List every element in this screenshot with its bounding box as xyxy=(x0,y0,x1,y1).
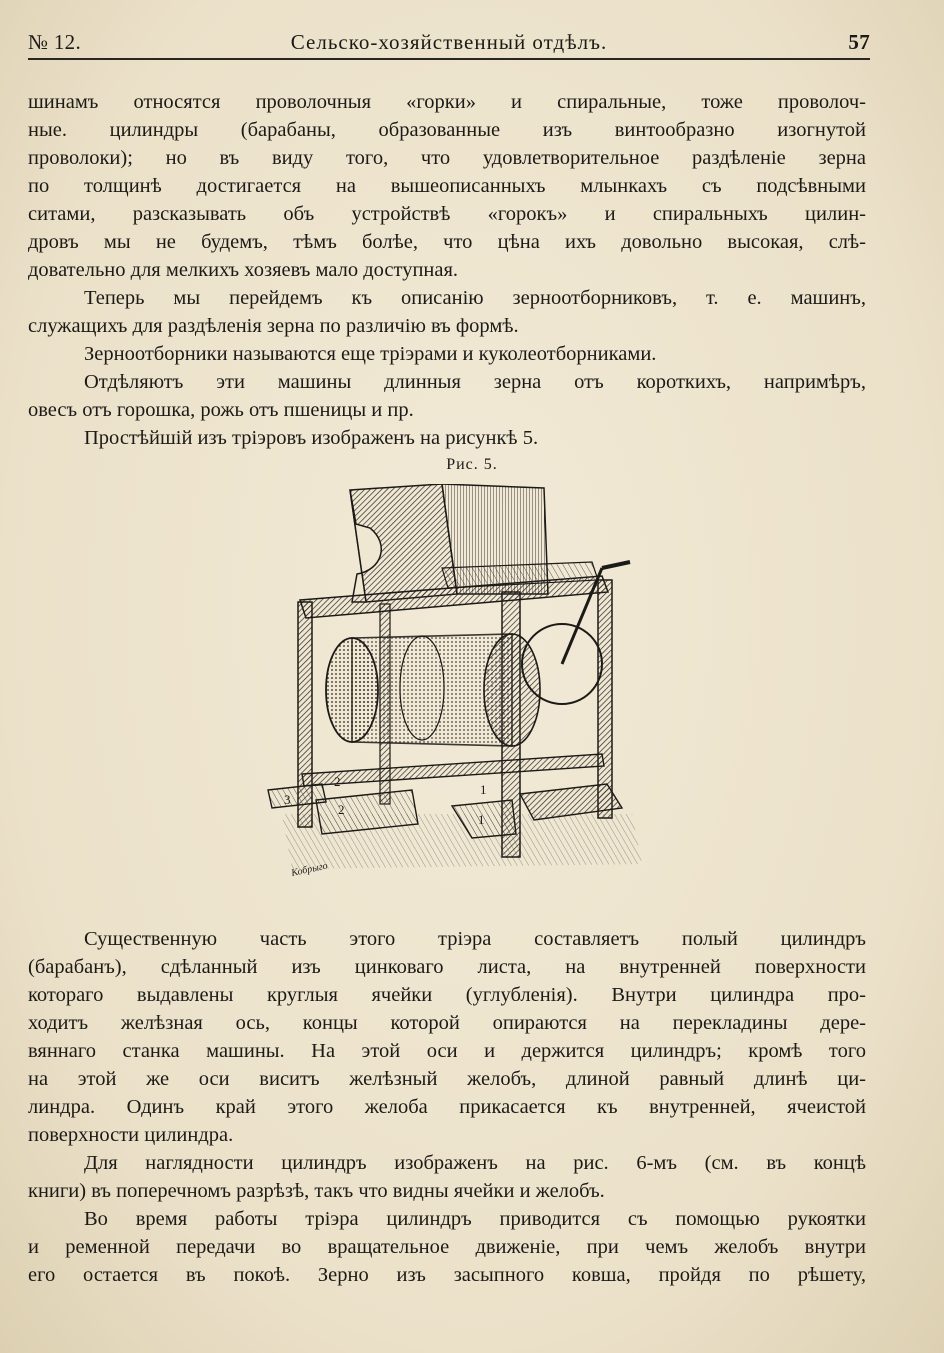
text-line: довательно для мелкихъ хозяевъ мало доступная. xyxy=(28,259,459,281)
text-line: (барабанъ), сдѣланный изъ цинковаго листа, на внутренней поверхности xyxy=(28,956,866,978)
text-line: книги) въ поперечномъ разрѣзѣ, такъ что видны ячейки и желобъ. xyxy=(28,1180,605,1202)
tray-label: 1 xyxy=(480,782,487,797)
text-line: Простѣйшій изъ тріэровъ изображенъ на рисункѣ 5. xyxy=(84,427,539,449)
text-line: овесъ отъ горошка, рожь отъ пшеницы и пр. xyxy=(28,399,414,421)
text-line: котораго выдавлены круглыя ячейки (углубленія). Внутри цилиндра про- xyxy=(28,984,866,1006)
text-line: Теперь мы перейдемъ къ описанію зерноотборниковъ, т. е. машинъ, xyxy=(84,287,866,309)
trieur-engraving xyxy=(262,484,642,894)
text-line: его остается въ покоѣ. Зерно изъ засыпного ковша, пройдя по рѣшету, xyxy=(28,1264,866,1286)
text-line: ходитъ желѣзная ось, концы которой опираются на перекладины дере- xyxy=(28,1012,866,1034)
text-line: шинамъ относятся проволочныя «горки» и спиральные, тоже проволоч- xyxy=(28,91,866,113)
text-line: ситами, разсказывать объ устройствѣ «горокъ» и спиральныхъ цилин- xyxy=(28,203,866,225)
text-line: вяннаго станка машины. На этой оси и держится цилиндръ; кромѣ того xyxy=(28,1040,866,1062)
text-line: дровъ мы не будемъ, тѣмъ болѣе, что цѣна ихъ довольно высокая, слѣ- xyxy=(28,231,866,253)
text-line: Зерноотборники называются еще тріэрами и куколеотборниками. xyxy=(84,343,657,365)
text-block-top xyxy=(28,88,866,452)
trieur-illustration xyxy=(262,484,642,894)
issue-number: № 12. xyxy=(28,30,82,54)
tray-label: 1 xyxy=(478,812,485,827)
page-number: 57 xyxy=(848,30,870,54)
text-line: проволоки); но въ виду того, что удовлетворительное раздѣленіе зерна xyxy=(28,147,866,169)
figure-caption: Рис. 5. xyxy=(446,456,498,473)
text-block-bottom xyxy=(28,925,866,1289)
running-header xyxy=(28,30,870,56)
text-line: Существенную часть этого тріэра составляетъ полый цилиндръ xyxy=(84,928,866,950)
text-line: линдра. Одинъ край этого желоба прикасается къ внутренней, ячеистой xyxy=(28,1096,866,1118)
header-rule xyxy=(28,58,870,60)
text-line: Отдѣляютъ эти машины длинныя зерна отъ короткихъ, напримѣръ, xyxy=(84,371,866,393)
text-line: по толщинѣ достигается на вышеописанныхъ млынкахъ съ подсѣвными xyxy=(28,175,866,197)
section-title: Сельско-хозяйственный отдѣлъ. xyxy=(290,30,608,54)
engraver-signature: Кобрыго xyxy=(290,860,329,879)
tray-label: 2 xyxy=(338,802,345,817)
text-line: Для наглядности цилиндръ изображенъ на рис. 6-мъ (см. въ концѣ xyxy=(84,1152,866,1174)
text-line: и ременной передачи во вращательное движеніе, при чемъ желобъ внутри xyxy=(28,1236,866,1258)
tray-label: 3 xyxy=(284,792,291,807)
text-line: Во время работы тріэра цилиндръ приводится съ помощью рукоятки xyxy=(84,1208,866,1230)
text-line: служащихъ для раздѣленія зерна по различію въ формѣ. xyxy=(28,315,519,337)
text-line: поверхности цилиндра. xyxy=(28,1124,234,1146)
text-line: на этой же оси виситъ желѣзный желобъ, длиной равный длинѣ ци- xyxy=(28,1068,866,1090)
tray-label: 2 xyxy=(334,774,341,789)
text-line: ные. цилиндры (барабаны, образованные изъ винтообразно изогнутой xyxy=(28,119,866,141)
